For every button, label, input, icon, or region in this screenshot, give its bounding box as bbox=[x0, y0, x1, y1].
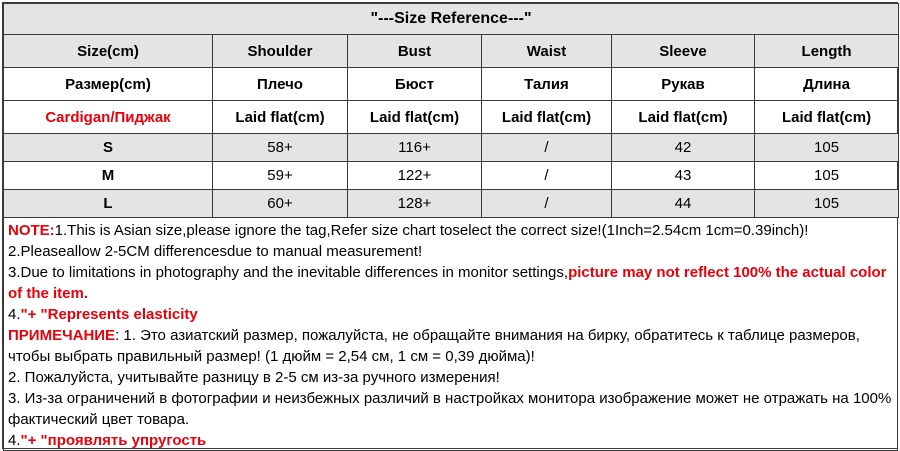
header-ru-sleeve: Рукав bbox=[612, 68, 755, 101]
bust-cell: 122+ bbox=[348, 162, 482, 190]
header-sleeve: Sleeve bbox=[612, 35, 755, 68]
size-reference-table bbox=[3, 3, 899, 218]
waist-cell: / bbox=[482, 190, 612, 218]
table-row bbox=[4, 162, 899, 190]
note-label: NOTE: bbox=[8, 222, 55, 239]
waist-cell: / bbox=[482, 134, 612, 162]
length-cell: 105 bbox=[755, 162, 899, 190]
note-3-text: 3.Due to limitations in photography and the inevitable differences in monitor settings, bbox=[8, 264, 569, 281]
table-row bbox=[4, 190, 899, 218]
note-ru-1-text: : 1. Это азиатский размер, пожалуйста, не обращайте внимания на бирку, обратитесь к таблице размеров, чтобы выбрать правильный размер! (1 дюйм = 2,54 см, 1 см = 0,39 дюйма)! bbox=[8, 327, 860, 365]
note-1-text: 1.This is Asian size,please ignore the tag,Refer size chart toselect the correct size!(1Inch=2.54cm 1cm=0.39inch)! bbox=[54, 222, 809, 239]
sleeve-cell: 44 bbox=[612, 190, 755, 218]
header-ru-bust: Бюст bbox=[348, 68, 482, 101]
waist-cell: / bbox=[482, 162, 612, 190]
note-ru-4-number: 4. bbox=[8, 432, 21, 449]
shoulder-cell: 58+ bbox=[213, 134, 348, 162]
note-ru-4 bbox=[8, 430, 893, 451]
header-size: Size(cm) bbox=[4, 35, 213, 68]
shoulder-cell: 59+ bbox=[213, 162, 348, 190]
note-2: 2.Pleaseallow 2-5CM differencesdue to manual measurement! bbox=[8, 243, 423, 260]
laid-flat-row bbox=[4, 101, 899, 134]
header-ru-waist: Талия bbox=[482, 68, 612, 101]
note-4-elasticity: "+ "Represents elasticity bbox=[20, 306, 198, 323]
size-cell: S bbox=[4, 134, 213, 162]
sleeve-cell: 43 bbox=[612, 162, 755, 190]
note-3-warning: picture may not reflect 100% the actual color of the item. bbox=[8, 264, 887, 302]
note-ru-1 bbox=[8, 325, 893, 367]
bust-cell: 116+ bbox=[348, 134, 482, 162]
length-cell: 105 bbox=[755, 134, 899, 162]
length-cell: 105 bbox=[755, 190, 899, 218]
note-3 bbox=[8, 262, 893, 304]
header-ru-shoulder: Плечо bbox=[213, 68, 348, 101]
header-bust: Bust bbox=[348, 35, 482, 68]
bust-cell: 128+ bbox=[348, 190, 482, 218]
size-cell: M bbox=[4, 162, 213, 190]
note-ru-4-elasticity: "+ "проявлять упругость bbox=[20, 432, 207, 449]
header-row-ru bbox=[4, 68, 899, 101]
header-row-en bbox=[4, 35, 899, 68]
product-label: Cardigan/Пиджак bbox=[4, 101, 213, 134]
header-ru-length: Длина bbox=[755, 68, 899, 101]
header-waist: Waist bbox=[482, 35, 612, 68]
header-length: Length bbox=[755, 35, 899, 68]
table-row bbox=[4, 134, 899, 162]
laid-flat-label: Laid flat(cm) bbox=[612, 101, 755, 134]
shoulder-cell: 60+ bbox=[213, 190, 348, 218]
note-1 bbox=[8, 220, 893, 241]
laid-flat-label: Laid flat(cm) bbox=[213, 101, 348, 134]
laid-flat-label: Laid flat(cm) bbox=[348, 101, 482, 134]
sleeve-cell: 42 bbox=[612, 134, 755, 162]
header-ru-size: Размер(cm) bbox=[4, 68, 213, 101]
note-ru-3: 3. Из-за ограничений в фотографии и неизбежных различий в настройках монитора изображение может не отражать на 100% фактический цвет товара. bbox=[8, 390, 892, 428]
size-chart-sheet bbox=[2, 2, 898, 449]
notes-section bbox=[3, 218, 898, 451]
note-ru-label: ПРИМЕЧАНИЕ bbox=[8, 327, 116, 344]
size-cell: L bbox=[4, 190, 213, 218]
table-title-row bbox=[4, 4, 899, 35]
table-title: "---Size Reference---" bbox=[4, 4, 899, 35]
note-ru-2: 2. Пожалуйста, учитывайте разницу в 2-5 см из-за ручного измерения! bbox=[8, 369, 500, 386]
note-4-number: 4. bbox=[8, 306, 21, 323]
laid-flat-label: Laid flat(cm) bbox=[482, 101, 612, 134]
note-4 bbox=[8, 304, 893, 325]
laid-flat-label: Laid flat(cm) bbox=[755, 101, 899, 134]
header-shoulder: Shoulder bbox=[213, 35, 348, 68]
